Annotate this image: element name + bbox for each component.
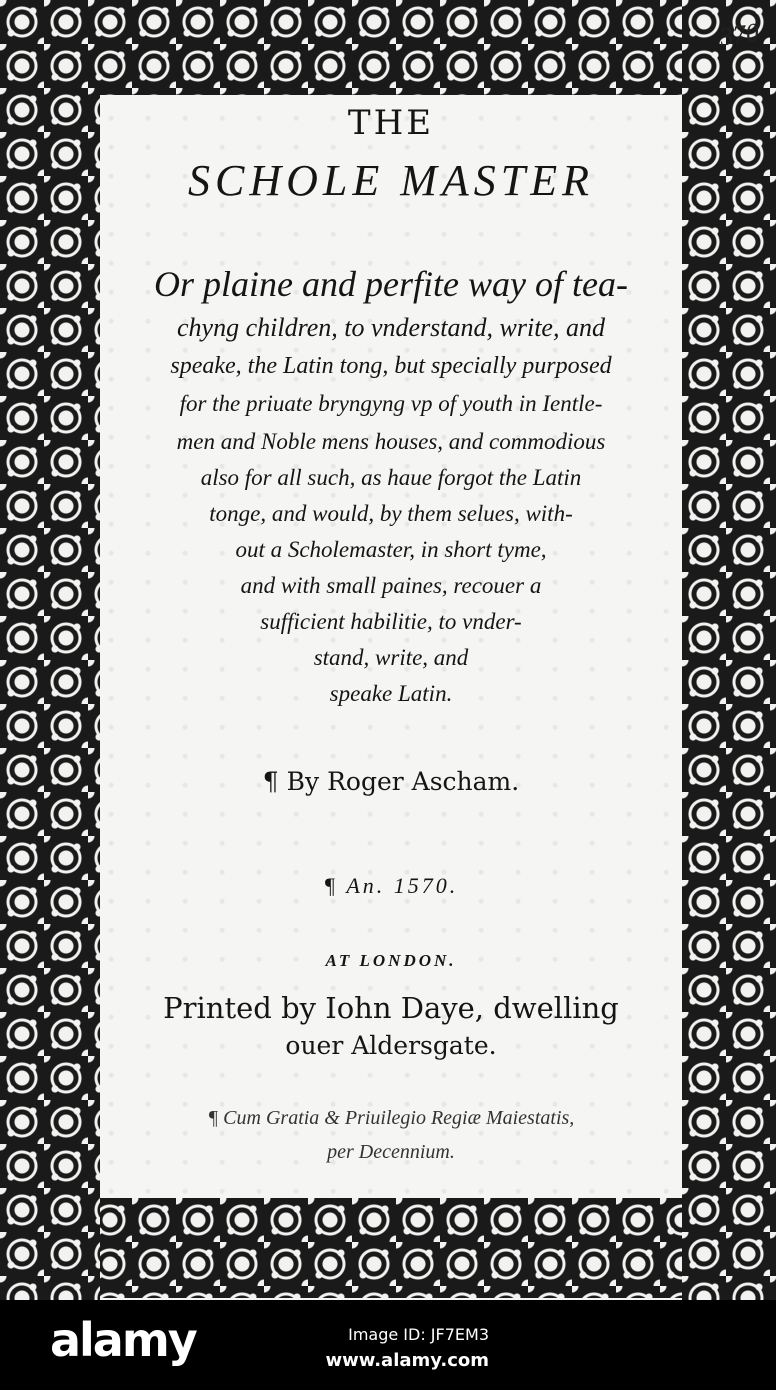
subtitle-line: stand, write, and [313, 645, 469, 670]
image-id: Image ID: JF7EM3 [348, 1325, 489, 1344]
place: AT LONDON. [325, 951, 457, 970]
privilege-line: per Decennium. [327, 1141, 455, 1163]
privilege-line: ¶ Cum Gratia & Priuilegio Regiæ Maiestatis, [207, 1107, 575, 1129]
subtitle-line: tonge, and would, by them selues, with- [209, 501, 573, 526]
subtitle-line: men and Noble mens houses, and commodious [176, 429, 606, 454]
text-block [100, 95, 682, 1198]
subtitle-line: out a Scholemaster, in short tyme, [235, 537, 547, 562]
title: SCHOLE MASTER [188, 156, 594, 205]
subtitle-line: for the priuate bryngyng vp of youth in Ientle- [179, 391, 603, 416]
subtitle-line: also for all such, as haue forgot the Latin [200, 465, 582, 490]
watermark-url: www.alamy.com [325, 1350, 489, 1371]
subtitle-line: and with small paines, recouer a [240, 573, 542, 598]
subtitle-line: chyng children, to vnderstand, write, and [177, 313, 605, 342]
subtitle-line: sufficient habilitie, to vnder- [260, 609, 522, 634]
date: ¶ An. 1570. [323, 873, 459, 898]
subtitle-line: speake, the Latin tong, but specially purposed [170, 353, 612, 379]
heading: THE [347, 103, 435, 143]
printer-line: ouer Aldersgate. [285, 1031, 497, 1060]
printer-line: Printed by Iohn Daye, dwelling [163, 991, 619, 1025]
subtitle-line: Or plaine and perfite way of tea- [154, 264, 628, 304]
subtitle-line: speake Latin. [329, 681, 453, 706]
ornamental-border-bottom [0, 1198, 776, 1298]
page-mark: 370 [718, 17, 761, 52]
author: ¶ By Roger Ascham. [262, 767, 520, 796]
ornamental-border-left [0, 0, 100, 1300]
ornamental-border-right [682, 0, 776, 1300]
alamy-logo: alamy [50, 1313, 196, 1367]
ornamental-border-top [0, 0, 776, 95]
